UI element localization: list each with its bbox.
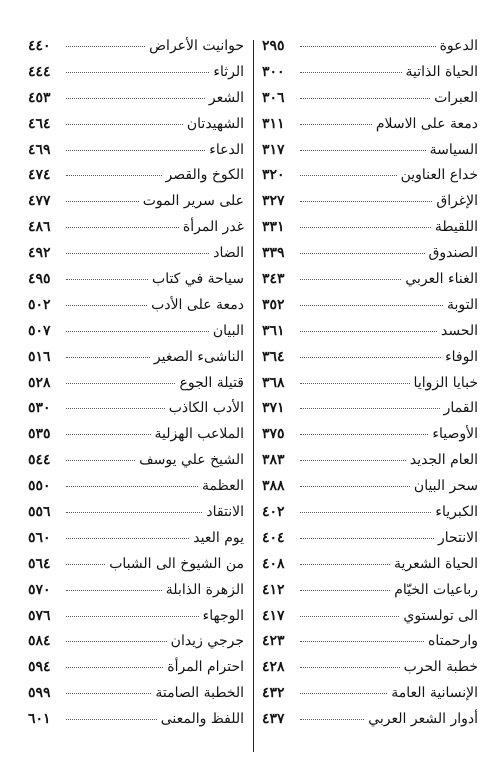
toc-entry [262, 323, 478, 349]
dot-leader [66, 63, 209, 73]
toc-entry [262, 582, 478, 608]
entry-title: العظمة [202, 478, 244, 495]
entry-title: خطبة الحرب [403, 659, 478, 676]
dot-leader [66, 89, 205, 99]
entry-title: وارحمتاه [428, 633, 478, 650]
entry-title: الوفاء [445, 348, 478, 365]
toc-entry [28, 323, 244, 349]
toc-entry [262, 38, 478, 64]
entry-page-number: ٥٧٠ [28, 581, 51, 598]
dot-leader [300, 141, 426, 151]
entry-page-number: ٥٦٠ [28, 529, 51, 546]
toc-entry [28, 608, 244, 634]
entry-page-number: ٤٢٨ [262, 659, 285, 676]
dot-leader [300, 529, 434, 539]
toc-entry [262, 142, 478, 168]
toc-entry [262, 90, 478, 116]
entry-title: دمعة على الأدب [151, 296, 244, 313]
entry-page-number: ٣٣٩ [262, 245, 285, 262]
toc-entry [28, 426, 244, 452]
entry-page-number: ٤٩٢ [28, 245, 51, 262]
dot-leader [66, 658, 163, 668]
toc-entry [28, 271, 244, 297]
dot-leader [66, 607, 199, 617]
entry-page-number: ٤٢٣ [262, 633, 285, 650]
entry-title: القمار [443, 400, 478, 417]
dot-leader [300, 503, 431, 513]
entry-title: احترام المرأة [167, 659, 244, 676]
dot-leader [300, 477, 410, 487]
toc-entry [262, 375, 478, 401]
toc-entry [28, 38, 244, 64]
entry-page-number: ٣١٧ [262, 141, 285, 158]
entry-page-number: ٤٠٢ [262, 504, 285, 521]
entry-page-number: ٣٦١ [262, 322, 285, 339]
dot-leader [66, 115, 183, 125]
toc-entry [262, 711, 478, 737]
toc-entry [28, 530, 244, 556]
entry-page-number: ٥٩٩ [28, 685, 51, 702]
dot-leader [66, 425, 151, 435]
toc-entry [262, 400, 478, 426]
entry-page-number: ٥٣٠ [28, 400, 51, 417]
entry-page-number: ٥٤٤ [28, 452, 51, 469]
entry-page-number: ٣٨٣ [262, 452, 285, 469]
entry-title: الزهرة الذابلة [165, 581, 244, 598]
toc-entry [28, 375, 244, 401]
entry-page-number: ٥٦٤ [28, 555, 51, 572]
entry-title: البيان [212, 322, 244, 339]
entry-title: الإنسانية العامة [391, 685, 478, 702]
entry-page-number: ٤٧٤ [28, 167, 51, 184]
entry-page-number: ٥٠٢ [28, 296, 51, 313]
toc-columns [28, 38, 478, 752]
dot-leader [300, 244, 425, 254]
entry-title: جرجي زيدان [170, 633, 244, 650]
dot-leader [300, 425, 428, 435]
toc-entry [262, 193, 478, 219]
dot-leader [66, 141, 205, 151]
toc-entry [28, 297, 244, 323]
dot-leader [300, 451, 406, 461]
entry-title: قتيلة الجوع [179, 374, 244, 391]
entry-page-number: ٥٣٥ [28, 426, 51, 443]
entry-title: الغناء العربي [405, 271, 478, 288]
entry-title: سياحة في كتاب [152, 271, 244, 288]
toc-entry [262, 116, 478, 142]
dot-leader [66, 348, 150, 358]
entry-page-number: ٤٠٨ [262, 555, 285, 572]
dot-leader [300, 296, 443, 306]
entry-page-number: ٤٣٧ [262, 711, 285, 728]
toc-entry [28, 659, 244, 685]
dot-leader [66, 684, 151, 694]
entry-title: العبرات [434, 89, 478, 106]
toc-entry [262, 685, 478, 711]
dot-leader [66, 477, 198, 487]
toc-entry [28, 582, 244, 608]
entry-title: الرثاء [213, 63, 244, 80]
dot-leader [66, 555, 105, 565]
toc-entry [28, 116, 244, 142]
dot-leader [66, 166, 162, 176]
entry-page-number: ٤٨٦ [28, 219, 51, 236]
toc-entry [28, 142, 244, 168]
entry-page-number: ٣٤٣ [262, 271, 285, 288]
dot-leader [66, 374, 175, 384]
entry-page-number: ٣٧٥ [262, 426, 285, 443]
toc-entry [28, 556, 244, 582]
entry-title: على سرير الموت [142, 193, 244, 210]
toc-entry [28, 90, 244, 116]
entry-page-number: ٢٩٥ [262, 38, 285, 54]
dot-leader [66, 529, 189, 539]
entry-title: الوجهاء [202, 607, 244, 624]
entry-title: الأوصياء [432, 426, 478, 443]
toc-entry [262, 245, 478, 271]
entry-page-number: ٤٥٣ [28, 89, 51, 106]
toc-entry [262, 219, 478, 245]
dot-leader [300, 218, 431, 228]
dot-leader [300, 658, 400, 668]
dot-leader [66, 270, 148, 280]
toc-entry [262, 659, 478, 685]
entry-page-number: ٤٠٤ [262, 529, 285, 546]
entry-title: الخطبة الصامتة [155, 685, 244, 702]
entry-page-number: ٥٩٤ [28, 659, 51, 676]
dot-leader [300, 63, 402, 73]
toc-entry [28, 193, 244, 219]
entry-page-number: ٤٦٩ [28, 141, 51, 158]
dot-leader [300, 710, 364, 720]
toc-entry [262, 271, 478, 297]
entry-title: حوانيت الأعراض [149, 38, 244, 54]
entry-page-number: ٣٧١ [262, 400, 285, 417]
entry-page-number: ٣٦٤ [262, 348, 285, 365]
entry-title: من الشيوخ الى الشباب [109, 555, 244, 572]
entry-title: الكوخ والقصر [165, 167, 244, 184]
entry-title: الحسد [440, 322, 478, 339]
entry-title: الدعاء [209, 141, 244, 158]
dot-leader [66, 632, 167, 642]
dot-leader [66, 37, 145, 47]
entry-page-number: ٣٣١ [262, 219, 285, 236]
entry-page-number: ٥٥٦ [28, 504, 51, 521]
toc-entry [262, 297, 478, 323]
entry-page-number: ٥٢٨ [28, 374, 51, 391]
dot-leader [66, 399, 165, 409]
entry-title: خبايا الزوايا [413, 374, 478, 391]
entry-title: الانتحار [437, 529, 478, 546]
entry-title: الشهيدتان [186, 115, 244, 132]
dot-leader [300, 322, 437, 332]
toc-entry [28, 167, 244, 193]
entry-page-number: ٣٨٨ [262, 478, 285, 495]
entry-page-number: ٣٠٦ [262, 89, 285, 106]
dot-leader [300, 89, 430, 99]
entry-page-number: ٣٥٢ [262, 296, 285, 313]
toc-entry [28, 711, 244, 737]
entry-page-number: ٤٦٤ [28, 115, 51, 132]
toc-entry [28, 64, 244, 90]
column-divider [253, 40, 254, 752]
entry-title: الشيخ علي يوسف [139, 452, 244, 469]
toc-entry [28, 685, 244, 711]
entry-title: يوم العيد [193, 529, 244, 546]
entry-title: أدوار الشعر العربي [368, 711, 478, 728]
toc-entry [262, 504, 478, 530]
entry-page-number: ٤٩٥ [28, 271, 51, 288]
toc-entry [262, 556, 478, 582]
dot-leader [300, 270, 401, 280]
entry-page-number: ٤٣٢ [262, 685, 285, 702]
toc-entry [28, 504, 244, 530]
entry-title: التوبة [446, 296, 478, 313]
toc-entry [262, 64, 478, 90]
entry-page-number: ٣١١ [262, 115, 285, 132]
entry-title: خداع العناوين [400, 167, 478, 184]
dot-leader [66, 322, 209, 332]
entry-page-number: ٥٥٠ [28, 478, 51, 495]
entry-title: اللفظ والمعنى [160, 711, 244, 728]
dot-leader [300, 166, 397, 176]
toc-entry [262, 426, 478, 452]
dot-leader [300, 348, 441, 358]
entry-page-number: ٥٧٦ [28, 607, 51, 624]
entry-title: الحياة الذاتية [405, 63, 478, 80]
entry-title: سحر البيان [413, 478, 478, 495]
toc-entry [262, 349, 478, 375]
toc-entry [28, 400, 244, 426]
toc-entry [28, 349, 244, 375]
entry-page-number: ٣٢٠ [262, 167, 285, 184]
entry-title: الانتقاد [206, 504, 244, 521]
dot-leader [66, 710, 157, 720]
entry-page-number: ٥٠٧ [28, 322, 51, 339]
dot-leader [66, 244, 209, 254]
toc-left-column [28, 38, 244, 752]
dot-leader [66, 503, 202, 513]
dot-leader [66, 192, 139, 202]
dot-leader [66, 581, 162, 591]
dot-leader [300, 37, 436, 47]
toc-entry [28, 633, 244, 659]
dot-leader [300, 555, 390, 565]
entry-page-number: ٣٠٠ [262, 63, 285, 80]
toc-entry [262, 530, 478, 556]
toc-entry [28, 219, 244, 245]
entry-page-number: ٤١٧ [262, 607, 285, 624]
dot-leader [300, 684, 387, 694]
entry-title: العام الجديد [409, 452, 478, 469]
entry-page-number: ٥٨٤ [28, 633, 51, 650]
entry-title: الإغراق [436, 193, 478, 210]
entry-title: الدعوة [439, 38, 478, 54]
entry-title: الكبرياء [435, 504, 478, 521]
entry-title: الناشىء الصغير [153, 348, 244, 365]
toc-entry [28, 452, 244, 478]
entry-title: الحياة الشعرية [394, 555, 478, 572]
entry-page-number: ٤٧٧ [28, 193, 51, 210]
entry-page-number: ٣٦٨ [262, 374, 285, 391]
dot-leader [300, 632, 424, 642]
entry-page-number: ٣٢٧ [262, 193, 285, 210]
entry-page-number: ٤٤٠ [28, 38, 51, 54]
dot-leader [66, 451, 135, 461]
toc-right-column [262, 38, 478, 752]
entry-title: دمعة على الاسلام [375, 115, 478, 132]
dot-leader [300, 607, 399, 617]
toc-entry [262, 167, 478, 193]
toc-entry [262, 478, 478, 504]
entry-title: اللقيطة [434, 219, 478, 236]
toc-entry [28, 478, 244, 504]
toc-entry [262, 452, 478, 478]
entry-page-number: ٤١٢ [262, 581, 285, 598]
entry-title: رباعيات الخيّام [394, 581, 478, 598]
dot-leader [300, 192, 432, 202]
entry-title: السياسة [429, 141, 478, 158]
entry-title: الصندوق [428, 245, 478, 262]
toc-entry [262, 608, 478, 634]
dot-leader [300, 581, 390, 591]
dot-leader [300, 115, 372, 125]
toc-entry [262, 633, 478, 659]
entry-title: الأدب الكاذب [168, 400, 244, 417]
toc-entry [28, 245, 244, 271]
dot-leader [300, 399, 440, 409]
dot-leader [300, 374, 410, 384]
entry-title: الى تولستوي [403, 607, 478, 624]
entry-title: الملاعب الهزلية [154, 426, 244, 443]
dot-leader [66, 296, 147, 306]
entry-page-number: ٥١٦ [28, 348, 51, 365]
entry-page-number: ٦٠١ [28, 711, 51, 728]
dot-leader [66, 218, 179, 228]
entry-page-number: ٤٤٤ [28, 63, 51, 80]
entry-title: الضاد [213, 245, 244, 262]
entry-title: الشعر [208, 89, 244, 106]
entry-title: غدر المرأة [182, 219, 244, 236]
